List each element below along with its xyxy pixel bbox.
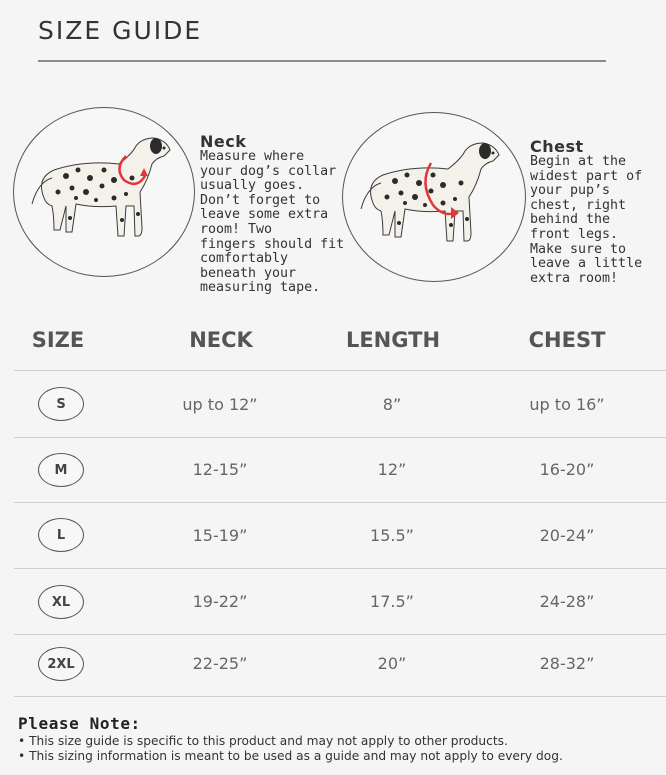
table-divider <box>14 696 666 697</box>
chest-text: Begin at the widest part of your pup’s chest, right behind the front legs. Make sure to leave a little extra room! <box>530 154 643 286</box>
chest-cell: 24-28” <box>539 592 595 611</box>
table-divider <box>14 568 666 569</box>
neck-cell: 22-25” <box>192 654 248 673</box>
page-title: SIZE GUIDE <box>38 16 203 45</box>
title-divider <box>38 60 606 62</box>
length-cell: 12” <box>377 460 407 479</box>
note-item: • This size guide is specific to this product and may not apply to other products. <box>18 734 508 748</box>
neck-cell: 12-15” <box>192 460 248 479</box>
size-badge: M <box>38 453 84 487</box>
table-divider <box>14 634 666 635</box>
neck-cell: 19-22” <box>192 592 248 611</box>
chest-description <box>530 138 642 286</box>
col-header-neck: NECK <box>189 328 253 352</box>
neck-text: Measure where your dog’s collar usually goes. Don’t forget to leave some extra room! Two fingers should fit comfortably beneath your measuring tape. <box>200 149 345 296</box>
neck-cell: 15-19” <box>192 526 248 545</box>
table-divider <box>14 437 666 438</box>
length-cell: 17.5” <box>370 592 414 611</box>
neck-cell: up to 12” <box>182 395 258 414</box>
chest-cell: up to 16” <box>529 395 605 414</box>
chest-heading: Chest <box>530 137 584 156</box>
length-cell: 15.5” <box>370 526 414 545</box>
col-header-chest: CHEST <box>528 328 606 352</box>
table-divider <box>14 502 666 503</box>
size-badge: XL <box>38 585 84 619</box>
size-badge: S <box>38 387 84 421</box>
chest-cell: 28-32” <box>539 654 595 673</box>
col-header-size: SIZE <box>31 328 85 352</box>
size-badge: 2XL <box>38 647 84 681</box>
table-divider <box>14 370 666 371</box>
dalmatian-neck-icon <box>14 108 194 276</box>
length-cell: 8” <box>382 395 402 414</box>
please-note <box>18 714 563 763</box>
chest-cell: 20-24” <box>539 526 595 545</box>
length-cell: 20” <box>377 654 407 673</box>
note-title: Please Note: <box>18 714 141 733</box>
neck-description <box>200 133 344 296</box>
dalmatian-chest-icon <box>343 113 525 281</box>
note-item: • This sizing information is meant to be used as a guide and may not apply to every dog. <box>18 749 563 763</box>
neck-heading: Neck <box>200 132 247 151</box>
chest-cell: 16-20” <box>539 460 595 479</box>
col-header-length: LENGTH <box>345 328 441 352</box>
chest-illustration <box>342 112 526 282</box>
neck-illustration <box>13 107 195 277</box>
size-badge: L <box>38 518 84 552</box>
